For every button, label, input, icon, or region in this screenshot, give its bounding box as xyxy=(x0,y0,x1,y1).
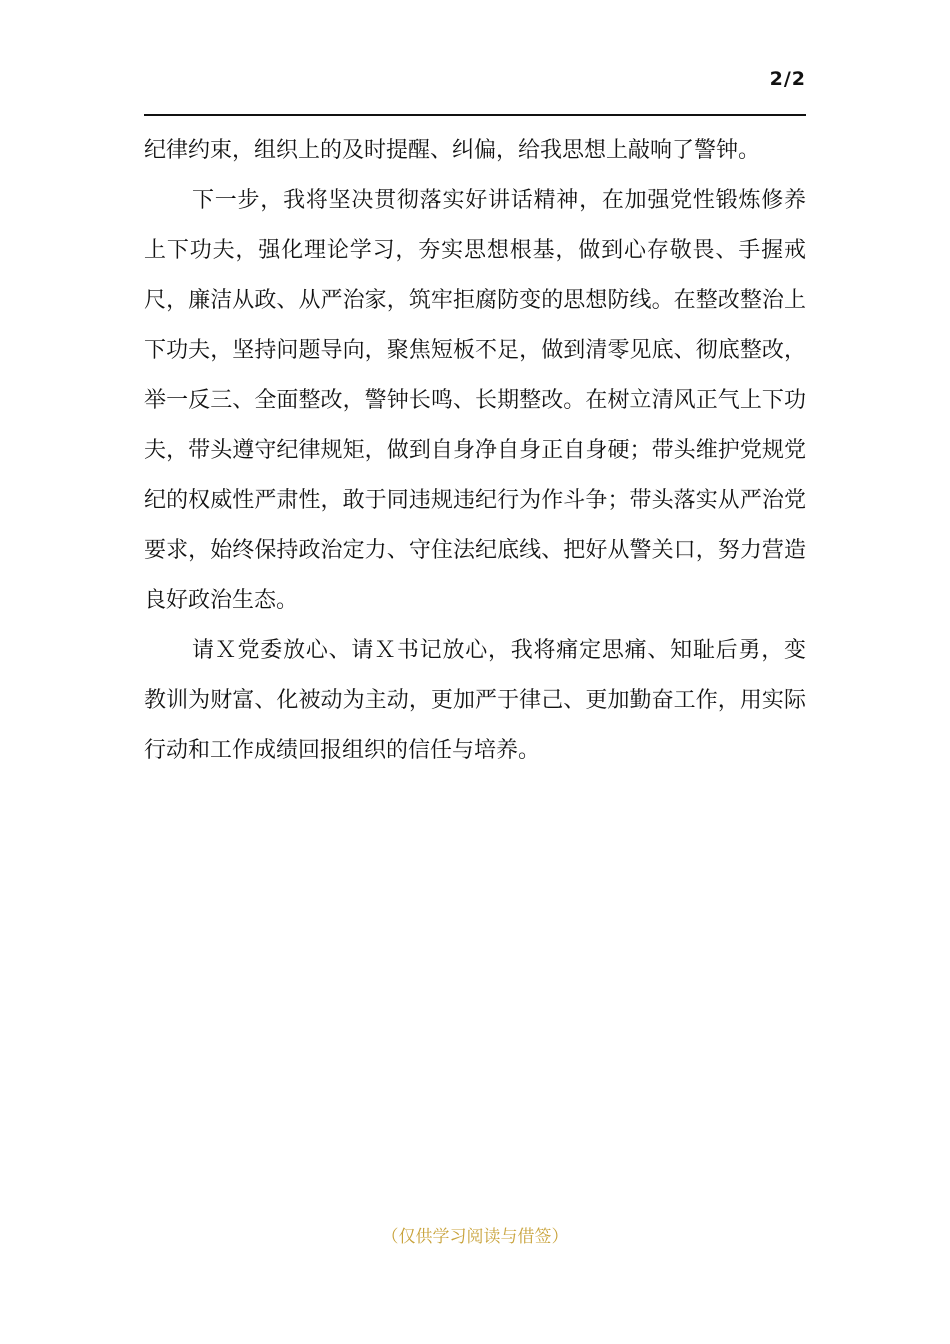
paragraph-next-steps: 下一步，我将坚决贯彻落实好讲话精神，在加强党性锻炼修养上下功夫，强化理论学习，夯实思想根基，做到心存敬畏、手握戒尺，廉洁从政、从严治家，筑牢拒腐防变的思想防线。在整改整治上下功夫，坚持问题导向，聚焦短板不足，做到清零见底、彻底整改，举一反三、全面整改，警钟长鸣、长期整改。在树立清风正气上下功夫，带头遵守纪律规矩，做到自身净自身正自身硬；带头维护党规党纪的权威性严肃性，敢于同违规违纪行为作斗争；带头落实从严治党要求，始终保持政治定力、守住法纪底线、把好从警关口，努力营造良好政治生态。 xyxy=(144,188,806,613)
paragraph-commitment: 请Ｘ党委放心、请Ｘ书记放心，我将痛定思痛、知耻后勇，变教训为财富、化被动为主动，更加严于律己、更加勤奋工作，用实际行动和工作成绩回报组织的信任与培养。 xyxy=(144,638,806,763)
footer-note: （仅供学习阅读与借签） xyxy=(381,1227,569,1247)
paragraph-continuation: 纪律约束，组织上的及时提醒、纠偏，给我思想上敲响了警钟。 xyxy=(144,138,761,163)
header-rule xyxy=(144,114,806,116)
page-number: 2/2 xyxy=(769,68,806,90)
document-body xyxy=(144,126,806,776)
